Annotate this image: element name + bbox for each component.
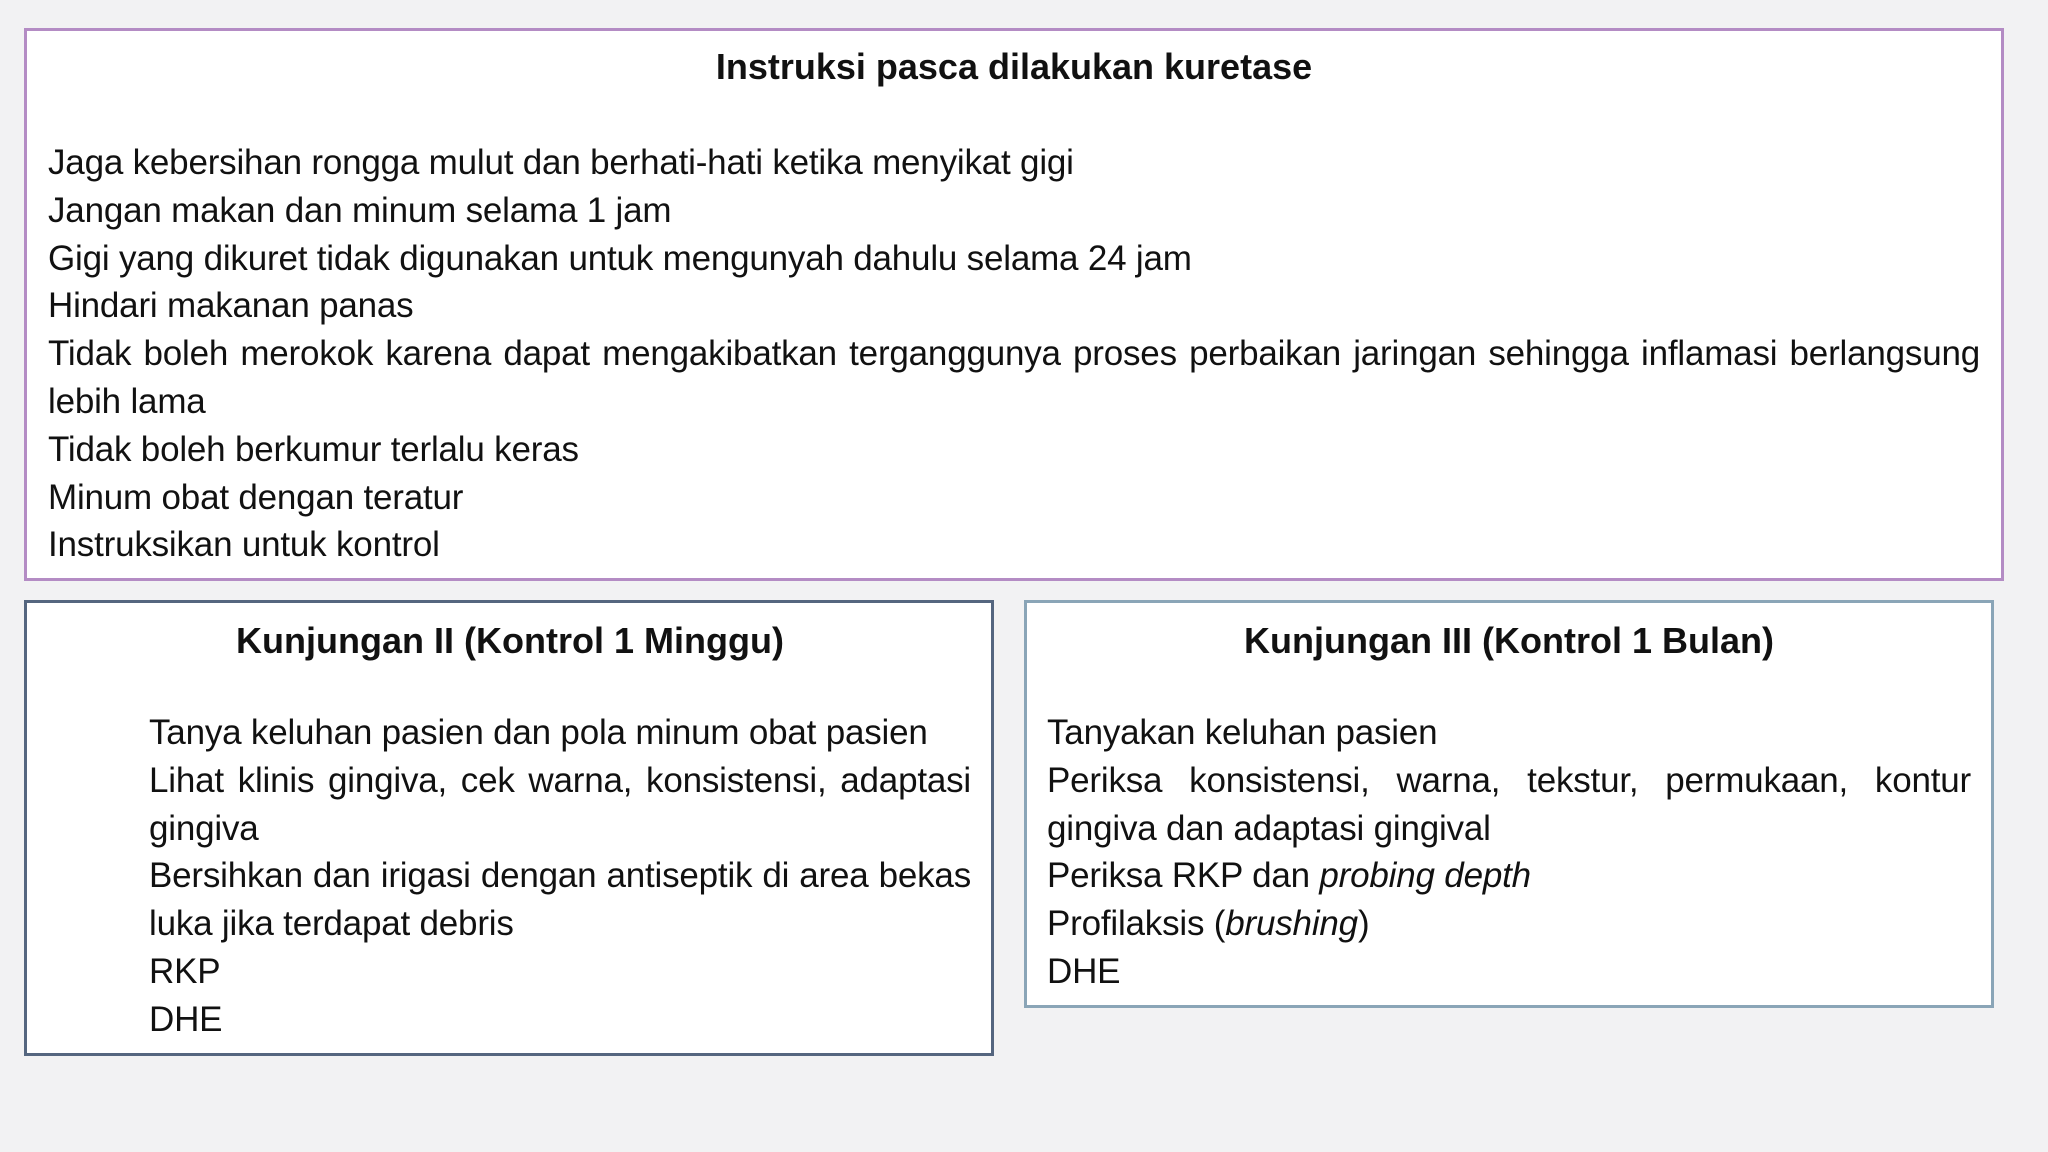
instruksi-list: [48, 139, 1980, 569]
kunjungan-3-item-text: Profilaksis (: [1047, 904, 1226, 944]
instruksi-item: Tidak boleh merokok karena dapat mengakibatkan terganggunya proses perbaikan jaringan sehingga inflamasi berlangsung lebih lama: [48, 334, 1980, 421]
instruksi-panel: [24, 28, 2004, 581]
kunjungan-3-item: [1047, 900, 1971, 948]
kunjungan-3-item: [1047, 852, 1971, 900]
instruksi-item: Jaga kebersihan rongga mulut dan berhati-hati ketika menyikat gigi: [48, 143, 1074, 182]
kunjungan-3-panel: [1024, 600, 1994, 1008]
kunjungan-3-item: DHE: [1047, 951, 1121, 991]
kunjungan-3-item-italic: probing depth: [1319, 856, 1531, 896]
kunjungan-2-list: [149, 709, 971, 1044]
kunjungan-3-title: Kunjungan III (Kontrol 1 Bulan): [1244, 620, 1774, 661]
instruksi-item: Tidak boleh berkumur terlalu keras: [48, 429, 579, 469]
kunjungan-2-item: Tanya keluhan pasien dan pola minum obat pasien: [149, 713, 928, 752]
kunjungan-3-item-text: ): [1357, 904, 1370, 944]
kunjungan-2-title: Kunjungan II (Kontrol 1 Minggu): [236, 620, 784, 661]
instruksi-item: Gigi yang dikuret tidak digunakan untuk mengunyah dahulu selama 24 jam: [48, 238, 1192, 278]
instruksi-item: Hindari makanan panas: [48, 286, 414, 326]
kunjungan-3-item: Tanyakan keluhan pasien: [1047, 713, 1438, 752]
instruksi-item: Jangan makan dan minum selama 1 jam: [48, 190, 672, 230]
instruksi-item: Minum obat dengan teratur: [48, 477, 464, 517]
kunjungan-3-item-text: Periksa RKP dan: [1047, 856, 1320, 896]
instruksi-item: Instruksikan untuk kontrol: [48, 525, 440, 565]
kunjungan-2-item: RKP: [149, 951, 221, 991]
kunjungan-2-item: Lihat klinis gingiva, cek warna, konsistensi, adaptasi gingiva: [149, 760, 971, 848]
kunjungan-3-item: Periksa konsistensi, warna, tekstur, permukaan, kontur gingiva dan adaptasi gingival: [1047, 760, 1971, 848]
kunjungan-2-item: Bersihkan dan irigasi dengan antiseptik di area bekas luka jika terdapat debris: [149, 856, 971, 944]
kunjungan-2-item: DHE: [149, 999, 223, 1039]
kunjungan-3-list: [1047, 709, 1971, 996]
kunjungan-3-item-italic: brushing: [1225, 904, 1358, 944]
kunjungan-2-panel: [24, 600, 994, 1056]
instruksi-title: Instruksi pasca dilakukan kuretase: [715, 46, 1313, 87]
